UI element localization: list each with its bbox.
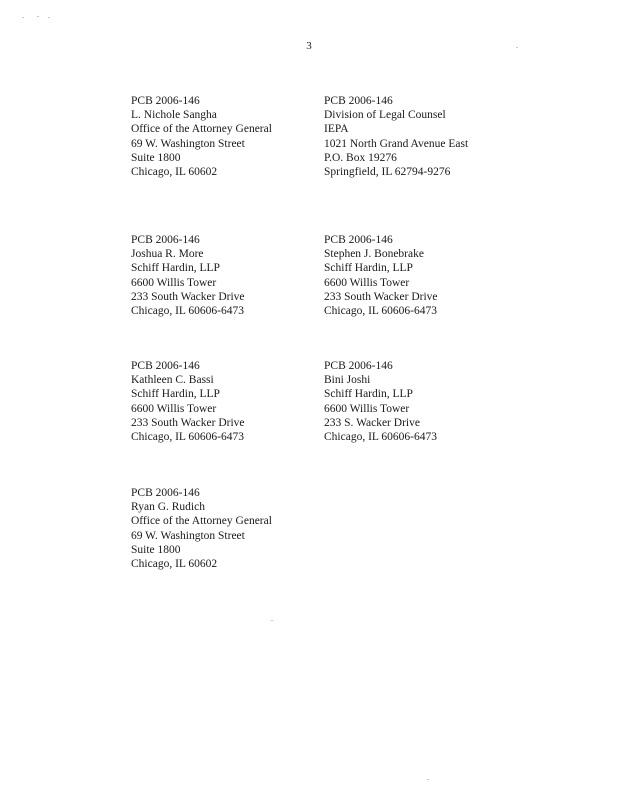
scan-speck [427, 779, 429, 780]
address-block-iepa [324, 94, 468, 179]
street-address: 233 S. Wacker Drive [324, 416, 420, 429]
suite: Suite 1800 [131, 151, 181, 164]
organization: Office of the Attorney General [131, 515, 272, 528]
address-block-joshi [324, 359, 437, 444]
case-number: PCB 2006-146 [131, 487, 200, 499]
recipient-name: Ryan G. Rudich [131, 501, 205, 514]
building: 6600 Willis Tower [324, 276, 410, 289]
recipient-name: Joshua R. More [131, 248, 204, 261]
suite: Suite 1800 [131, 543, 181, 556]
case-number: PCB 2006-146 [131, 95, 200, 107]
organization: Schiff Hardin, LLP [324, 388, 413, 401]
organization: Office of the Attorney General [131, 123, 272, 136]
city-state-zip: Chicago, IL 60606-6473 [324, 305, 437, 318]
case-number: PCB 2006-146 [324, 234, 393, 246]
recipient-name: L. Nichole Sangha [131, 109, 217, 122]
building: 6600 Willis Tower [131, 402, 217, 415]
address-block-rudich [131, 486, 272, 571]
street-address: 69 W. Washington Street [131, 529, 245, 542]
street-address: 233 South Wacker Drive [131, 416, 245, 429]
recipient-name: Kathleen C. Bassi [131, 374, 214, 387]
scan-speck [37, 16, 39, 17]
organization: Schiff Hardin, LLP [131, 262, 220, 275]
scan-speck [271, 620, 273, 621]
organization: Schiff Hardin, LLP [131, 388, 220, 401]
organization: IEPA [324, 123, 349, 136]
city-state-zip: Chicago, IL 60602 [131, 166, 218, 179]
case-number: PCB 2006-146 [131, 360, 200, 372]
scan-speck [48, 17, 50, 18]
building: 6600 Willis Tower [324, 402, 410, 415]
address-block-more [131, 233, 245, 318]
scan-speck [516, 47, 518, 48]
case-number: PCB 2006-146 [324, 360, 393, 372]
city-state-zip: Chicago, IL 60606-6473 [131, 305, 244, 318]
organization: Schiff Hardin, LLP [324, 262, 413, 275]
street-address: 69 W. Washington Street [131, 137, 245, 150]
scan-speck [22, 17, 24, 18]
case-number: PCB 2006-146 [131, 234, 200, 246]
city-state-zip: Chicago, IL 60606-6473 [324, 431, 437, 444]
street-address: 1021 North Grand Avenue East [324, 137, 469, 150]
street-address: 233 South Wacker Drive [324, 290, 438, 303]
case-number: PCB 2006-146 [324, 95, 393, 107]
city-state-zip: Chicago, IL 60602 [131, 558, 218, 571]
street-address: 233 South Wacker Drive [131, 290, 245, 303]
city-state-zip: Springfield, IL 62794-9276 [324, 166, 451, 179]
address-block-sangha [131, 94, 272, 179]
address-block-bonebrake [324, 233, 438, 318]
address-block-bassi [131, 359, 245, 444]
po-box: P.O. Box 19276 [324, 151, 397, 164]
city-state-zip: Chicago, IL 60606-6473 [131, 431, 244, 444]
recipient-name: Stephen J. Bonebrake [324, 248, 424, 261]
recipient-name: Division of Legal Counsel [324, 109, 446, 122]
building: 6600 Willis Tower [131, 276, 217, 289]
recipient-name: Bini Joshi [324, 374, 371, 387]
page-number: 3 [306, 40, 312, 52]
